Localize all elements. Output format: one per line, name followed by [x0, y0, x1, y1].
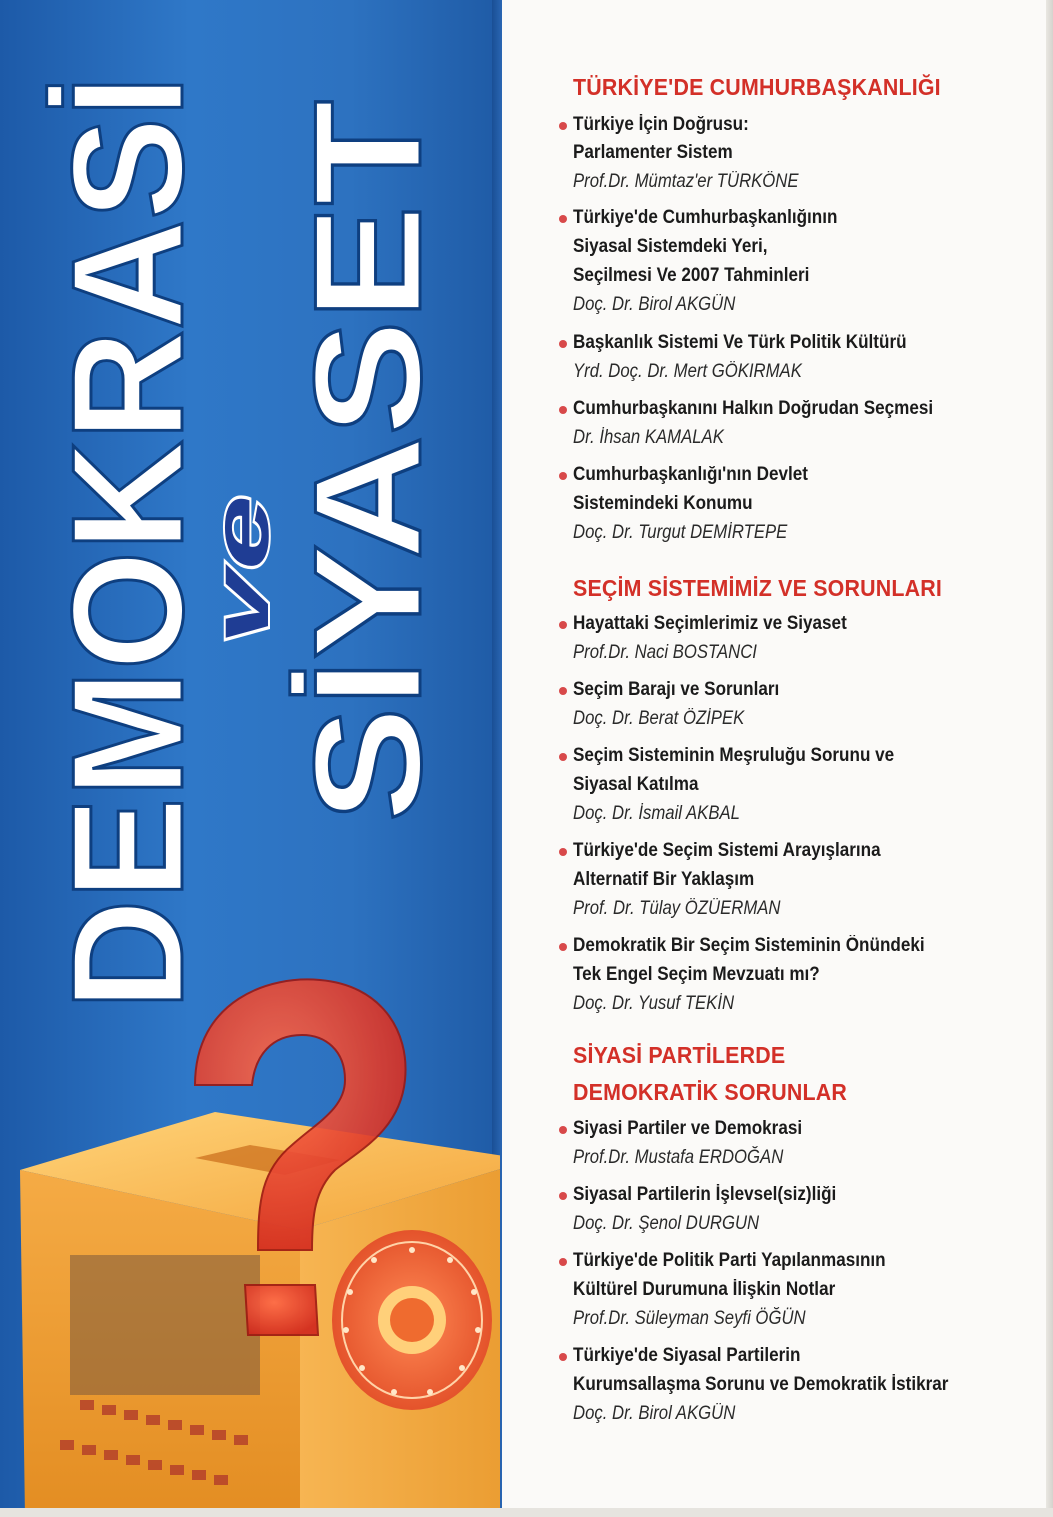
article-title-line: Siyasal Partilerin İşlevsel(siz)liği [573, 1184, 837, 1205]
title-connector: ve [196, 556, 285, 645]
article-author: Prof.Dr. Mustafa ERDOĞAN [573, 1147, 784, 1168]
article-title-line: Siyasi Partiler ve Demokrasi [573, 1118, 803, 1139]
article-title-line: Seçim Sisteminin Meşruluğu Sorunu ve [573, 745, 895, 766]
article-title-line: Seçim Barajı ve Sorunları [573, 679, 780, 700]
article-author: Doç. Dr. Yusuf TEKİN [573, 993, 735, 1014]
article-title-line: Hayattaki Seçimlerimiz ve Siyaset [573, 613, 847, 634]
article-author: Doç. Dr. Birol AKGÜN [573, 1403, 736, 1424]
section-heading-siyasi-partiler-line2: DEMOKRATİK SORUNLAR [573, 1079, 848, 1105]
article-author: Yrd. Doç. Dr. Mert GÖKIRMAK [573, 361, 802, 382]
title-line-2: SİYASET [283, 185, 453, 822]
bullet-icon [559, 340, 567, 348]
section-heading-secim-sistemi: SEÇİM SİSTEMİMİZ VE SORUNLARI [573, 575, 943, 601]
bullet-icon [559, 848, 567, 856]
bullet-icon [559, 621, 567, 629]
scan-bottom-edge [0, 1508, 1053, 1517]
article-author: Doç. Dr. Şenol DURGUN [573, 1213, 760, 1234]
article-author: Doç. Dr. Birol AKGÜN [573, 294, 736, 315]
article-title-line: Seçilmesi Ve 2007 Tahminleri [573, 265, 810, 286]
article-author: Prof.Dr. Mümtaz'er TÜRKÖNE [573, 171, 799, 192]
bullet-icon [559, 1126, 567, 1134]
bullet-icon [559, 472, 567, 480]
article-title-line: Sistemindeki Konumu [573, 493, 753, 514]
bullet-icon [559, 687, 567, 695]
article-author: Prof. Dr. Tülay ÖZÜERMAN [573, 898, 781, 919]
article-title-line: Parlamenter Sistem [573, 142, 733, 163]
article-author: Prof.Dr. Naci BOSTANCI [573, 642, 757, 663]
bullet-icon [559, 122, 567, 130]
section-heading-cumhurbaskanligi: TÜRKİYE'DE CUMHURBAŞKANLIĞI [573, 74, 941, 100]
bullet-icon [559, 1353, 567, 1361]
section-heading-siyasi-partiler: SİYASİ PARTİLERDE [573, 1042, 786, 1068]
scan-edge [1046, 0, 1053, 1517]
title-line-1: DEMOKRASİ [40, 44, 216, 1010]
article-title-line: Kültürel Durumuna İlişkin Notlar [573, 1279, 836, 1300]
article-title-line: Cumhurbaşkanını Halkın Doğrudan Seçmesi [573, 398, 934, 419]
article-author: Prof.Dr. Süleyman Seyfi ÖĞÜN [573, 1308, 806, 1329]
article-title-line: Türkiye'de Siyasal Partilerin [573, 1345, 801, 1366]
article-title-line: Başkanlık Sistemi Ve Türk Politik Kültürü [573, 332, 907, 353]
article-title-line: Siyasal Katılma [573, 774, 699, 795]
bullet-icon [559, 215, 567, 223]
article-title-line: Demokratik Bir Seçim Sisteminin Önündeki [573, 935, 925, 956]
article-author: Dr. İhsan KAMALAK [573, 427, 724, 448]
article-author: Doç. Dr. Berat ÖZİPEK [573, 708, 745, 729]
article-title-line: Siyasal Sistemdeki Yeri, [573, 236, 768, 257]
bullet-icon [559, 406, 567, 414]
article-title-line: Türkiye'de Seçim Sistemi Arayışlarına [573, 840, 881, 861]
bullet-icon [559, 753, 567, 761]
article-title-line: Türkiye'de Politik Parti Yapılanmasının [573, 1250, 886, 1271]
article-title-line: Türkiye'de Cumhurbaşkanlığının [573, 207, 838, 228]
article-title-line: Kurumsallaşma Sorunu ve Demokratik İstikrar [573, 1374, 949, 1395]
article-author: Doç. Dr. Turgut DEMİRTEPE [573, 522, 788, 543]
bullet-icon [559, 1258, 567, 1266]
article-title-line: Alternatif Bir Yaklaşım [573, 869, 755, 890]
article-title-line: Türkiye İçin Doğrusu: [573, 114, 749, 135]
article-title-line: Tek Engel Seçim Mevzuatı mı? [573, 964, 820, 985]
bullet-icon [559, 1192, 567, 1200]
article-author: Doç. Dr. İsmail AKBAL [573, 803, 740, 824]
article-title-line: Cumhurbaşkanlığı'nın Devlet [573, 464, 808, 485]
bullet-icon [559, 943, 567, 951]
